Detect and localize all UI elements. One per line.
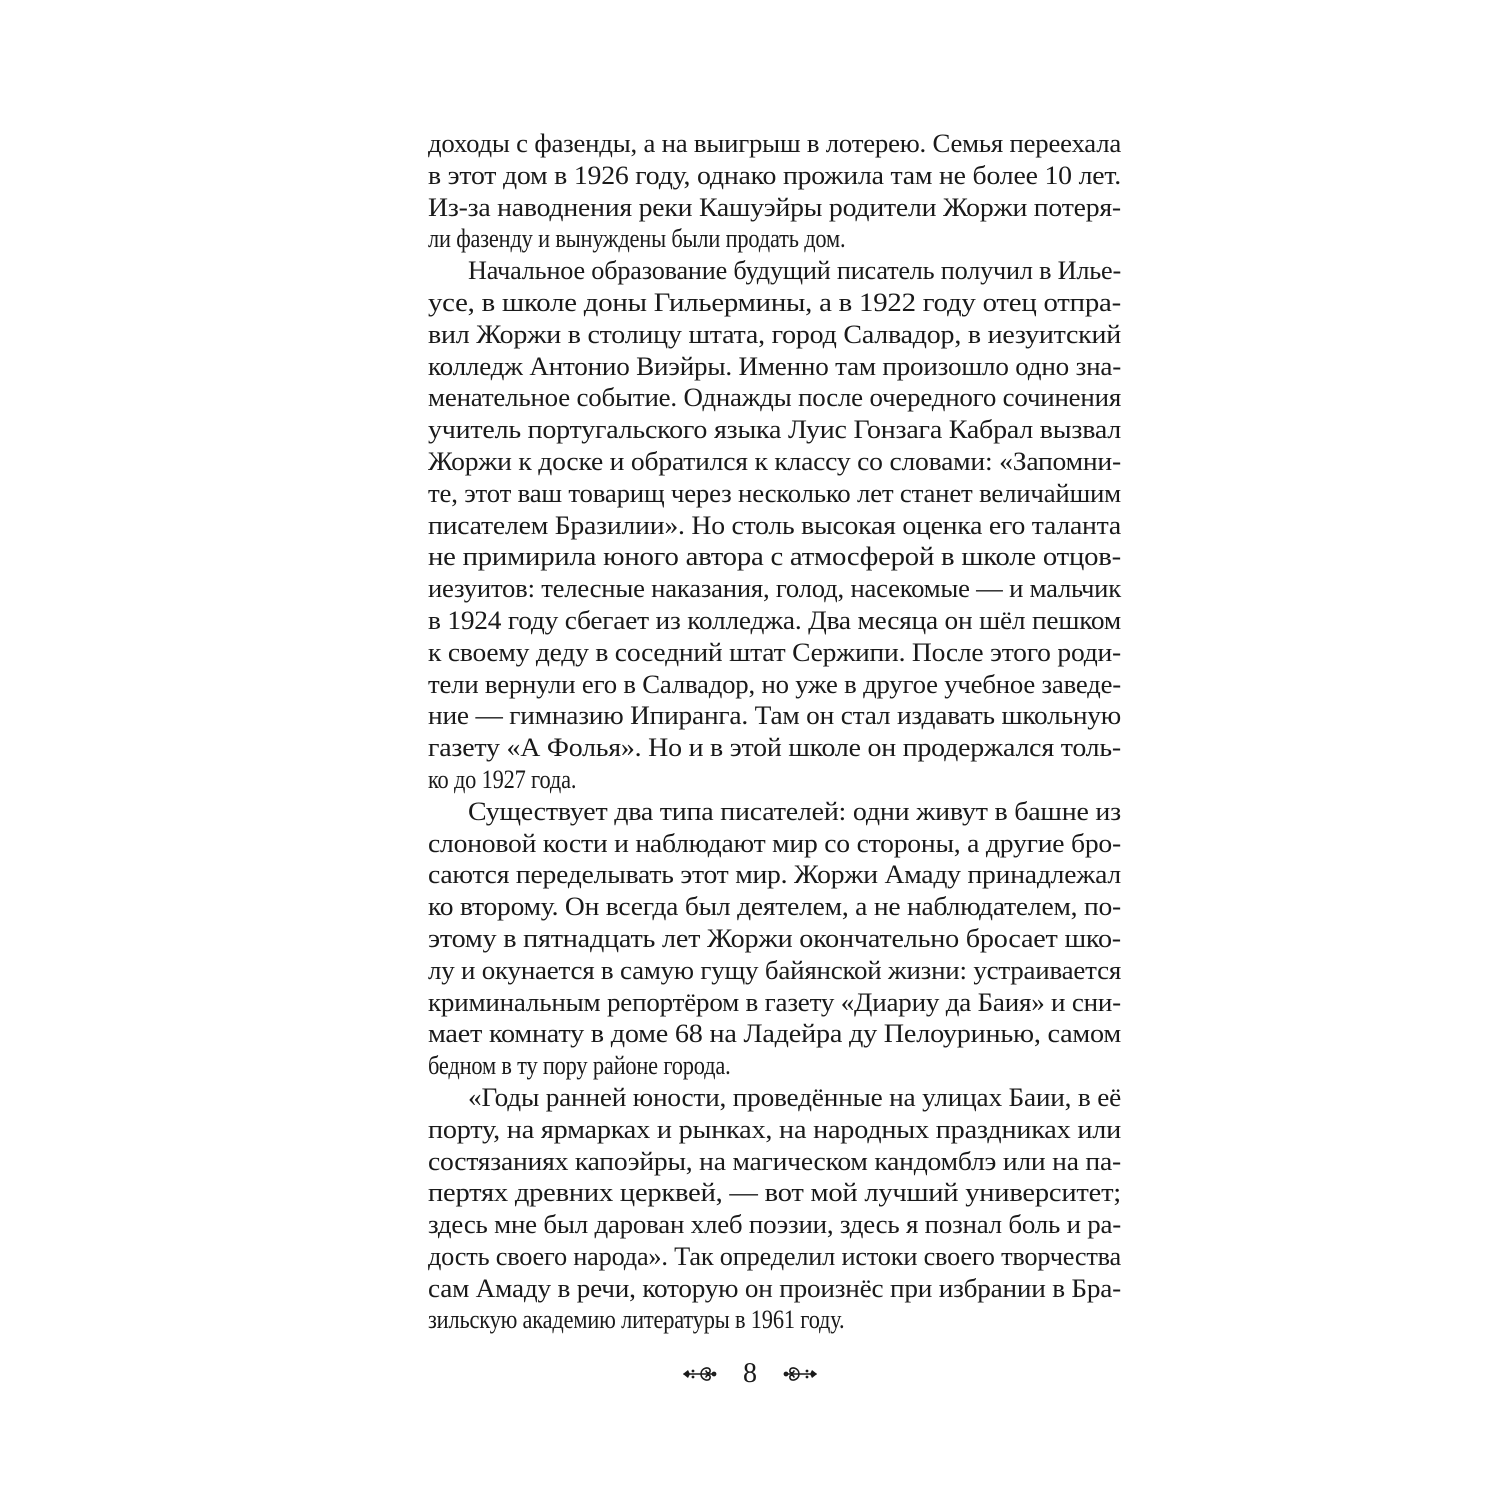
text-line: [428, 414, 1121, 446]
paragraph: [428, 255, 1121, 796]
text-line: [428, 1241, 1121, 1273]
text-line: [428, 351, 1121, 383]
text-line: [428, 891, 1121, 923]
text-line: [428, 923, 1121, 955]
fleuron-left-icon: [681, 1361, 719, 1387]
text-line: [428, 764, 1121, 796]
body-text: [428, 128, 1121, 1336]
text-line-content: к своему деду в соседний штат Сержипи. После этого роди-: [428, 637, 1122, 667]
text-line-content: криминальным репортёром в газету «Диариу да Баия» и сни-: [428, 987, 1121, 1017]
text-line: [428, 1114, 1121, 1146]
text-line: [428, 700, 1121, 732]
paragraph: [428, 128, 1121, 255]
text-line: [428, 319, 1121, 351]
text-line: [428, 446, 1121, 478]
text-line: [428, 287, 1121, 319]
text-line-content: в этот дом в 1926 году, однако прожила там не более 10 лет.: [428, 160, 1121, 190]
text-line-content: те, этот ваш товарищ через несколько лет станет величайшим: [428, 478, 1121, 508]
text-line-content: ние — гимназию Ипиранга. Там он стал издавать школьную: [428, 701, 1122, 731]
text-line: [428, 478, 1121, 510]
text-line: [428, 128, 1121, 160]
text-line-content: саются переделывать этот мир. Жоржи Амаду принадлежал: [428, 860, 1122, 890]
text-line-content: зильскую академию литературы в 1961 году.: [428, 1305, 845, 1335]
text-line: [428, 1146, 1121, 1178]
text-line-content: этому в пятнадцать лет Жоржи окончательно бросает шко-: [428, 923, 1121, 953]
text-line: [428, 1082, 1121, 1114]
text-line: [428, 859, 1121, 891]
text-line: [428, 1050, 1121, 1082]
text-line-content: состязаниях капоэйры, на магическом кандомблэ или на па-: [428, 1146, 1121, 1176]
text-line-content: лу и окунается в самую гущу байянской жизни: устраивается: [428, 955, 1122, 985]
text-line-content: доходы с фазенды, а на выигрыш в лотерею. Семья переехала: [428, 129, 1122, 158]
paragraph: [428, 796, 1121, 1082]
text-line: [428, 223, 1121, 255]
page-number: 8: [743, 1358, 757, 1389]
text-line: [428, 1304, 1121, 1336]
paragraph: [428, 1082, 1121, 1336]
text-line-content: слоновой кости и наблюдают мир со стороны, а другие бро-: [428, 828, 1122, 858]
text-line-content: Из-за наводнения реки Кашуэйры родители Жоржи потеря-: [428, 192, 1121, 222]
text-line-content: ко до 1927 года.: [428, 764, 577, 794]
text-line: [428, 510, 1121, 542]
text-line: [428, 541, 1121, 573]
text-line-content: колледж Антонио Виэйры. Именно там произошло одно зна-: [428, 351, 1122, 381]
text-line-content: здесь мне был дарован хлеб поэзии, здесь я познал боль и ра-: [428, 1210, 1122, 1240]
text-line: [428, 382, 1121, 414]
text-line-content: усе, в школе доны Гильермины, а в 1922 году отец отпра-: [428, 287, 1122, 317]
text-line-content: порту, на ярмарках и рынках, на народных праздниках или: [428, 1114, 1121, 1144]
text-line-content: Жоржи к доске и обратился к классу со словами: «Запомни-: [428, 446, 1121, 476]
text-line-content: Начальное образование будущий писатель получил в Илье-: [468, 256, 1121, 286]
text-line: [428, 573, 1121, 605]
text-line-content: тели вернули его в Салвадор, но уже в другое учебное заведе-: [428, 669, 1121, 699]
text-line-content: сам Амаду в речи, которую он произнёс при избрании в Бра-: [428, 1273, 1121, 1303]
text-line: [428, 1209, 1121, 1241]
text-line-content: в 1924 году сбегает из колледжа. Два месяца он шёл пешком: [428, 605, 1121, 635]
text-line: [428, 605, 1121, 637]
text-line: [428, 796, 1121, 828]
text-line-content: писателем Бразилии». Но столь высокая оценка его таланта: [428, 510, 1121, 540]
text-line: [428, 1177, 1121, 1209]
text-line-content: иезуитов: телесные наказания, голод, насекомые — и мальчик: [428, 574, 1121, 604]
text-line-content: газету «А Фолья». Но и в этой школе он продержался толь-: [428, 733, 1121, 763]
text-line-content: «Годы ранней юности, проведённые на улицах Баии, в её: [468, 1082, 1122, 1112]
text-line-content: ли фазенду и вынуждены были продать дом.: [428, 224, 846, 254]
text-line: [428, 637, 1121, 669]
text-line-content: дость своего народа». Так определил истоки своего творчества: [428, 1241, 1121, 1271]
text-line: [428, 192, 1121, 224]
text-line: [428, 955, 1121, 987]
text-line: [428, 1018, 1121, 1050]
text-line-content: учитель португальского языка Луис Гонзага Кабрал вызвал: [428, 415, 1122, 445]
text-line-content: мает комнату в доме 68 на Ладейра ду Пелоуринью, самом: [428, 1019, 1121, 1049]
text-line: [428, 160, 1121, 192]
fleuron-right-icon: [781, 1361, 819, 1387]
text-line: [428, 828, 1121, 860]
text-line-content: не примирила юного автора с атмосферой в школе отцов-: [428, 542, 1121, 572]
text-line-content: пертях древних церквей, — вот мой лучший университет;: [428, 1178, 1122, 1208]
page-footer: [0, 1357, 1500, 1391]
text-line: [428, 1273, 1121, 1305]
text-line-content: ко второму. Он всегда был деятелем, а не наблюдателем, по-: [428, 892, 1121, 922]
text-line-content: Существует два типа писателей: одни живут в башне из: [468, 796, 1121, 826]
text-line: [428, 987, 1121, 1019]
text-line: [428, 732, 1121, 764]
text-line: [428, 669, 1121, 701]
text-line-content: бедном в ту пору районе города.: [428, 1051, 731, 1081]
text-line-content: вил Жоржи в столицу штата, город Салвадор, в иезуитский: [428, 319, 1121, 349]
text-line-content: менательное событие. Однажды после очередного сочинения: [428, 383, 1122, 413]
text-line: [428, 255, 1121, 287]
